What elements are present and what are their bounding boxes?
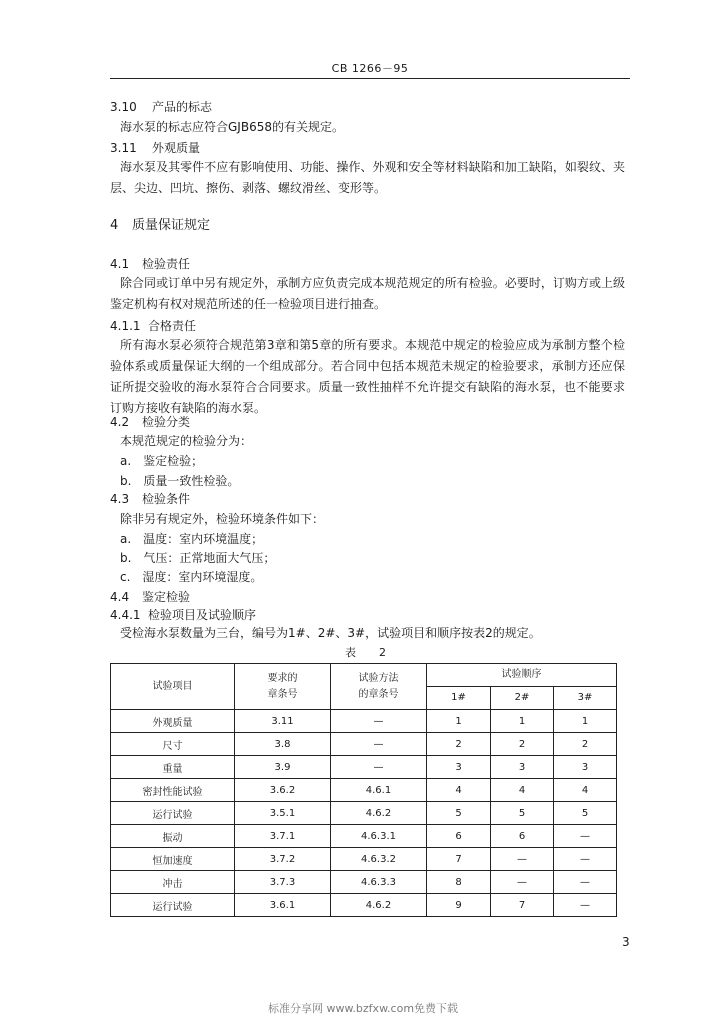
col-header-item: 试验项目: [111, 664, 235, 710]
section-4-heading: [110, 218, 210, 234]
header-divider: [110, 78, 630, 79]
section-4-1-1-heading: [110, 318, 196, 334]
section-title: 外观质量: [152, 141, 201, 155]
table-cell: 3: [427, 756, 491, 779]
table-cell: 7: [491, 894, 554, 917]
paragraph-4-1-1: 所有海水泵必须符合规范第3章和第5章的所有要求。本规范中规定的检验应成为承制方整个检验体系或质量保证大纲的一个组成部分。若合同中包括本规范未规定的检验要求，承制方还应保证所提交验收的海水泵符合合同要求。质量一致性抽样不允许提交有缺陷的海水泵，也不能要求订购方接收有缺陷的海水泵。: [110, 338, 625, 415]
table-cell: 3.6.1: [235, 894, 331, 917]
section-number: 4: [110, 218, 119, 233]
table-cell: 1: [554, 710, 617, 733]
section-number: 4.1.1: [110, 319, 141, 333]
table-body: [111, 710, 617, 917]
table-row: [111, 894, 617, 917]
section-4-3-heading: [110, 491, 190, 507]
table-cell: —: [331, 733, 427, 756]
table-caption: 表 2: [345, 646, 392, 659]
table-cell: 3.9: [235, 756, 331, 779]
document-code: CB 1266－95: [331, 62, 409, 75]
table-row: [111, 871, 617, 894]
section-3-10-heading: [110, 99, 212, 115]
section-number: 3.10: [110, 100, 137, 114]
section-title: 质量保证规定: [132, 218, 211, 233]
table-cell: 4.6.3.3: [331, 871, 427, 894]
section-4-4-1-heading: [110, 607, 256, 623]
table-cell: —: [554, 848, 617, 871]
section-4-4-heading: [110, 589, 190, 605]
section-3-11-heading: [110, 140, 200, 156]
table-cell: 4.6.2: [331, 894, 427, 917]
table-cell: 3.7.1: [235, 825, 331, 848]
table-cell: 3.7.2: [235, 848, 331, 871]
page-number: 3: [622, 935, 630, 949]
list-item: a. 鉴定检验；: [120, 454, 204, 468]
table-cell: 4: [554, 779, 617, 802]
table-cell: 7: [427, 848, 491, 871]
table-row: [111, 848, 617, 871]
col-header-unit-1: 1#: [427, 687, 491, 710]
table-cell: 3.11: [235, 710, 331, 733]
section-title: 合格责任: [148, 319, 197, 333]
table-cell: 4.6.3.1: [331, 825, 427, 848]
list-item: b. 质量一致性检验。: [120, 474, 240, 488]
table-row: [111, 710, 617, 733]
table-cell: 5: [427, 802, 491, 825]
table-cell: —: [554, 825, 617, 848]
col-header-test-order: 试验顺序: [427, 664, 617, 687]
section-number: 3.11: [110, 141, 137, 155]
section-title: 检验项目及试验顺序: [148, 608, 257, 622]
table-cell: 9: [427, 894, 491, 917]
table-cell: —: [491, 848, 554, 871]
section-4-1-heading: [110, 256, 190, 272]
section-title: 鉴定检验: [142, 590, 191, 604]
table-cell: 4.6.3.2: [331, 848, 427, 871]
section-title: 检验分类: [142, 415, 191, 429]
table-cell: 2: [427, 733, 491, 756]
table-cell: 运行试验: [111, 802, 235, 825]
table-cell: 1: [427, 710, 491, 733]
col-header-method: 试验方法 的章条号: [331, 664, 427, 710]
section-4-2-heading: [110, 414, 190, 430]
table-cell: 密封性能试验: [111, 779, 235, 802]
table-cell: 4.6.1: [331, 779, 427, 802]
section-title: 检验条件: [142, 492, 191, 506]
paragraph-4-3: 除非另有规定外，检验环境条件如下：: [120, 512, 325, 526]
table-cell: 1: [491, 710, 554, 733]
table-cell: 4: [427, 779, 491, 802]
section-number: 4.4.1: [110, 608, 141, 622]
section-number: 4.1: [110, 257, 130, 271]
col-header-unit-2: 2#: [491, 687, 554, 710]
list-item: b. 气压：正常地面大气压；: [120, 551, 276, 565]
table-cell: 2: [491, 733, 554, 756]
table-cell: —: [554, 871, 617, 894]
table-cell: 6: [427, 825, 491, 848]
table-row: [111, 779, 617, 802]
table-cell: 尺寸: [111, 733, 235, 756]
table-cell: 冲击: [111, 871, 235, 894]
table-row: [111, 756, 617, 779]
table-cell: 振动: [111, 825, 235, 848]
table-cell: 3.8: [235, 733, 331, 756]
test-sequence-table: [110, 663, 617, 917]
table-row: [111, 825, 617, 848]
col-header-requirement: 要求的 章条号: [235, 664, 331, 710]
table-cell: 8: [427, 871, 491, 894]
table-cell: —: [554, 894, 617, 917]
paragraph-4-1: 除合同或订单中另有规定外，承制方应负责完成本规范规定的所有检验。必要时，订购方或上级鉴定机构有权对规范所述的任一检验项目进行抽查。: [110, 276, 625, 311]
table-cell: 5: [491, 802, 554, 825]
table-cell: 4.6.2: [331, 802, 427, 825]
paragraph-4-2: 本规范规定的检验分为：: [120, 434, 253, 448]
table-cell: 5: [554, 802, 617, 825]
table-cell: 重量: [111, 756, 235, 779]
col-header-unit-3: 3#: [554, 687, 617, 710]
table-cell: 6: [491, 825, 554, 848]
list-item: a. 温度：室内环境温度；: [120, 532, 264, 546]
table-cell: 恒加速度: [111, 848, 235, 871]
table-cell: 4: [491, 779, 554, 802]
table-cell: —: [491, 871, 554, 894]
section-number: 4.2: [110, 415, 130, 429]
paragraph-3-11: 海水泵及其零件不应有影响使用、功能、操作、外观和安全等材料缺陷和加工缺陷，如裂纹、夹层、尖边、凹坑、擦伤、剥落、螺纹滑丝、变形等。: [110, 160, 625, 195]
watermark: 标准分享网 www.bzfxw.com免费下载: [267, 1002, 459, 1015]
table-cell: 3.7.3: [235, 871, 331, 894]
table-cell: 3: [491, 756, 554, 779]
section-title: 检验责任: [142, 257, 191, 271]
section-number: 4.3: [110, 492, 130, 506]
table-row: [111, 802, 617, 825]
table-cell: —: [331, 710, 427, 733]
section-number: 4.4: [110, 590, 130, 604]
list-item: c. 湿度：室内环境湿度。: [120, 570, 263, 584]
paragraph-3-10: 海水泵的标志应符合GJB658的有关规定。: [120, 120, 344, 134]
table-cell: 运行试验: [111, 894, 235, 917]
table-cell: 2: [554, 733, 617, 756]
table-cell: —: [331, 756, 427, 779]
section-title: 产品的标志: [152, 100, 213, 114]
table-row: [111, 733, 617, 756]
paragraph-4-4-1: 受检海水泵数量为三台，编号为1#、2#、3#，试验项目和顺序按表2的规定。: [120, 626, 541, 640]
table-cell: 3.5.1: [235, 802, 331, 825]
table-cell: 3.6.2: [235, 779, 331, 802]
table-cell: 外观质量: [111, 710, 235, 733]
table-cell: 3: [554, 756, 617, 779]
